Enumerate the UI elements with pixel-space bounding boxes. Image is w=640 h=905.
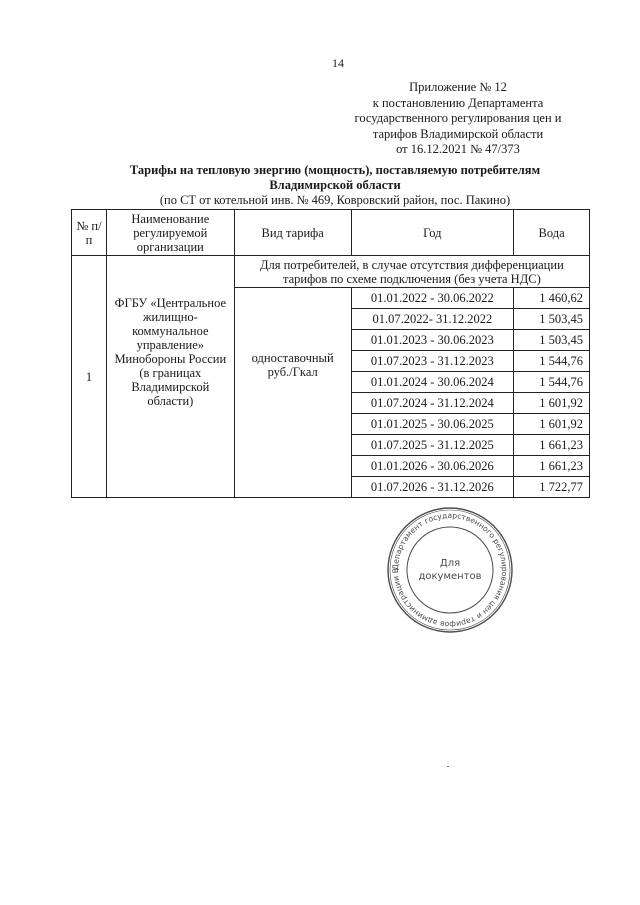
row-number-cell: 1 — [72, 256, 107, 498]
water-value-cell: 1 661,23 — [514, 435, 590, 456]
organization-cell: ФГБУ «Центральное жилищно-коммунальное управление» Минобороны России (в границах Владимирской области) — [106, 256, 234, 498]
water-value-cell: 1 661,23 — [514, 456, 590, 477]
table-header-row — [72, 210, 590, 256]
title-line: Владимирской области — [269, 178, 401, 192]
water-value-cell: 1 503,45 — [514, 309, 590, 330]
tariffs-table — [71, 209, 590, 498]
header-year: Год — [351, 210, 514, 256]
water-value-cell: 1 503,45 — [514, 330, 590, 351]
document-title — [60, 163, 610, 208]
table-row — [72, 256, 590, 288]
appendix-line: государственного регулирования цен и — [354, 111, 562, 125]
water-value-cell: 1 544,76 — [514, 351, 590, 372]
appendix-line: от 16.12.2021 № 47/373 — [396, 142, 520, 156]
header-organization: Наименование регулируемой организации — [106, 210, 234, 256]
water-value-cell: 1 544,76 — [514, 372, 590, 393]
water-value-cell: 1 722,77 — [514, 477, 590, 498]
title-line: Тарифы на тепловую энергию (мощность), поставляемую потребителям — [129, 163, 541, 177]
period-cell: 01.07.2026 - 31.12.2026 — [351, 477, 514, 498]
stamp-center-line2: документов — [418, 571, 482, 582]
period-cell: 01.07.2024 - 31.12.2024 — [351, 393, 514, 414]
water-value-cell: 1 601,92 — [514, 393, 590, 414]
tariff-type-cell: одноставочный руб./Гкал — [234, 288, 351, 498]
header-num: № п/п — [72, 210, 107, 256]
period-cell: 01.01.2022 - 30.06.2022 — [351, 288, 514, 309]
water-value-cell: 1 460,62 — [514, 288, 590, 309]
appendix-line: тарифов Владимирской области — [372, 126, 544, 141]
period-cell: 01.01.2024 - 30.06.2024 — [351, 372, 514, 393]
appendix-line: Приложение № 12 — [409, 80, 507, 94]
consumer-note-cell: Для потребителей, в случае отсутствия дифференциации тарифов по схеме подключения (без учета НДС) — [234, 256, 589, 288]
period-cell: 01.01.2023 - 30.06.2023 — [351, 330, 514, 351]
header-water: Вода — [514, 210, 590, 256]
period-cell: 01.07.2022- 31.12.2022 — [351, 309, 514, 330]
period-cell: 01.01.2026 - 30.06.2026 — [351, 456, 514, 477]
period-cell: 01.07.2025 - 31.12.2025 — [351, 435, 514, 456]
scan-speck — [447, 766, 449, 767]
title-subline: (по СТ от котельной инв. № 469, Ковровский район, пос. Пакино) — [159, 193, 511, 207]
stamp-seal — [385, 505, 515, 635]
appendix-header — [328, 80, 588, 158]
official-stamp — [385, 505, 515, 635]
period-cell: 01.07.2023 - 31.12.2023 — [351, 351, 514, 372]
water-value-cell: 1 601,92 — [514, 414, 590, 435]
header-tariff-type: Вид тарифа — [234, 210, 351, 256]
page-number: 14 — [332, 56, 344, 70]
stamp-center-line1: Для — [439, 558, 461, 569]
period-cell: 01.01.2025 - 30.06.2025 — [351, 414, 514, 435]
appendix-line: к постановлению Департамента — [372, 95, 544, 110]
stamp-ring-text: Департамент государственного регулирования цен и тарифов администрации В — [390, 510, 510, 630]
